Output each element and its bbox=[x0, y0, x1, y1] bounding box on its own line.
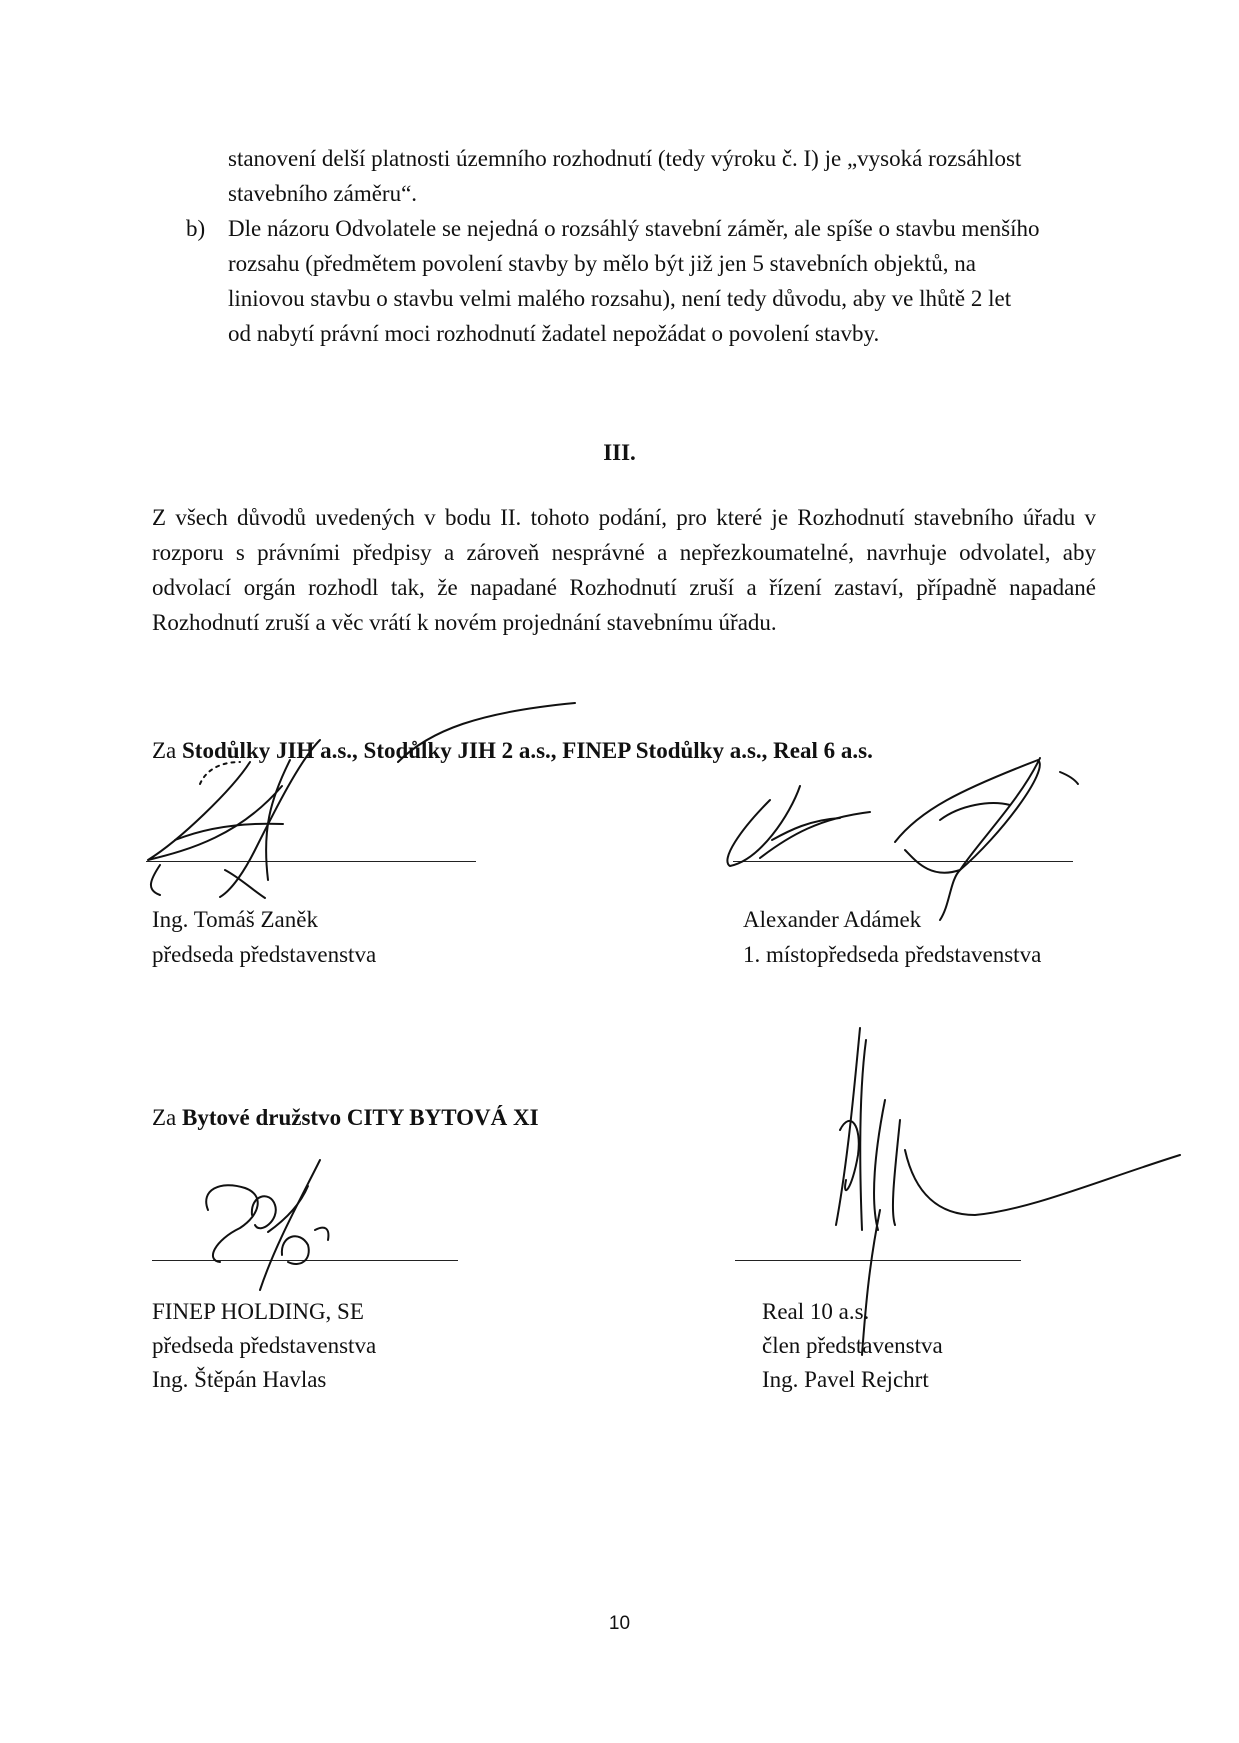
signatories-2-heading bbox=[152, 1100, 539, 1135]
signer-name-left-2: Ing. Štěpán Havlas bbox=[152, 1367, 327, 1392]
signer-name-right-2: Ing. Pavel Rejchrt bbox=[762, 1367, 929, 1392]
signer-role-left-2: předseda představenstva bbox=[152, 1333, 377, 1358]
item-b-line-1: Dle názoru Odvolatele se nejedná o rozsáhlý stavební záměr, ale spíše o stavbu menšího bbox=[228, 216, 1040, 241]
signer-role-left-1: předseda představenstva bbox=[152, 942, 377, 967]
item-b-line-4: od nabytí právní moci rozhodnutí žadatel nepožádat o povolení stavby. bbox=[228, 321, 880, 346]
page-number: 10 bbox=[608, 1613, 631, 1634]
section-heading: III. bbox=[603, 440, 636, 465]
item-b-line-2: rozsahu (předmětem povolení stavby by mělo být již jen 5 stavebních objektů, na bbox=[228, 251, 976, 276]
item-b-line-3: liniovou stavbu o stavbu velmi malého rozsahu), není tedy důvodu, aby ve lhůtě 2 let bbox=[228, 286, 1012, 311]
intro-line-1: stanovení delší platnosti územního rozhodnutí (tedy výroku č. I) je „vysoká rozsáhlost bbox=[228, 146, 1022, 171]
signature-line-right-1 bbox=[733, 861, 1073, 862]
signatories-1-entities: Stodůlky JIH a.s., Stodůlky JIH 2 a.s., FINEP Stodůlky a.s., Real 6 a.s. bbox=[182, 738, 873, 763]
signature-rejchrt bbox=[836, 1028, 1180, 1355]
list-marker-b: b) bbox=[186, 216, 206, 241]
signatories-2-prefix: Za bbox=[152, 1105, 177, 1130]
signature-havlas bbox=[206, 1160, 328, 1290]
signatories-1-heading bbox=[152, 733, 873, 768]
signature-line-left-1 bbox=[146, 861, 476, 862]
signatories-2-entity: Bytové družstvo CITY BYTOVÁ XI bbox=[182, 1105, 539, 1130]
signature-adamek bbox=[727, 758, 1078, 920]
section-paragraph: Z všech důvodů uvedených v bodu II. tohoto podání, pro které je Rozhodnutí stavebního úřadu v rozporu s právními předpisy a zároveň nesprávné a nepřezkoumatelné, navrhuje odvolatel, aby odvolací orgán rozhodl tak, že napadané Rozhodnutí zruší a řízení zastaví, případně napadané Rozhodnutí zruší a věc vrátí k novém projednání stavebnímu úřadu. bbox=[152, 505, 1096, 635]
signer-company-left-2: FINEP HOLDING, SE bbox=[152, 1299, 364, 1324]
signer-role-right-1: 1. místopředseda představenstva bbox=[743, 942, 1042, 967]
signature-line-right-2 bbox=[735, 1260, 1021, 1261]
signer-role-right-2: člen představenstva bbox=[762, 1333, 943, 1358]
signer-name-left-1: Ing. Tomáš Zaněk bbox=[152, 907, 318, 932]
signatories-1-prefix: Za bbox=[152, 738, 177, 763]
signature-line-left-2 bbox=[152, 1260, 458, 1261]
signer-name-right-1: Alexander Adámek bbox=[743, 907, 922, 932]
signer-company-right-2: Real 10 a.s. bbox=[762, 1299, 870, 1324]
intro-line-2: stavebního záměru“. bbox=[228, 181, 418, 206]
